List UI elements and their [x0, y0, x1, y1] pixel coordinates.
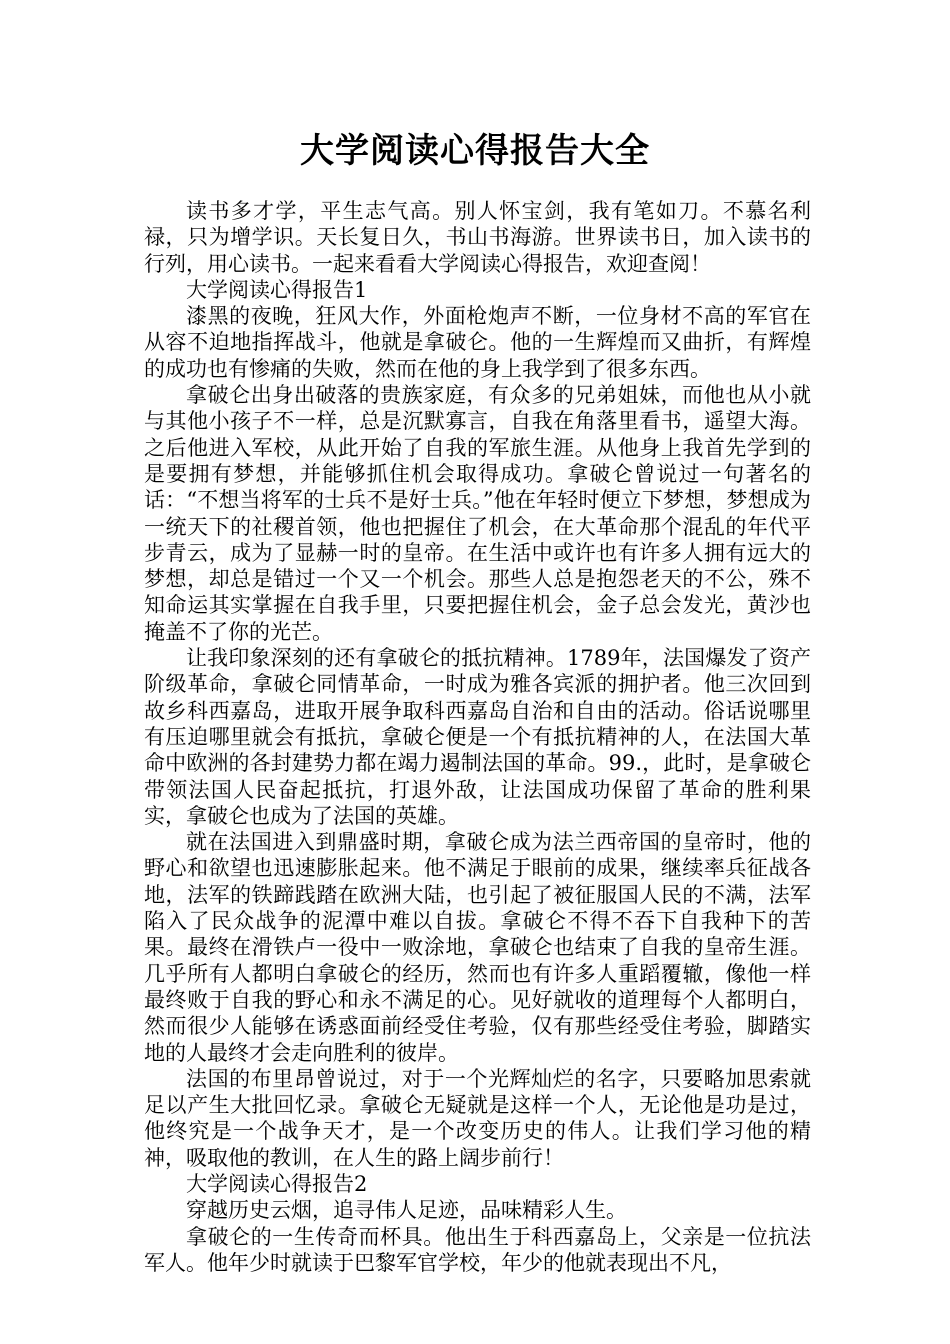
section-heading-report-2: 大学阅读心得报告2: [186, 1171, 368, 1196]
document-title: 大学阅读心得报告大全: [300, 131, 650, 171]
paragraph: 漆黑的夜晚，狂风大作，外面枪炮声不断，一位身材不高的军官在从容不迫地指挥战斗，他就是拿破仑。他的一生辉煌而又曲折，有辉煌的成功也有惨痛的失败，然而在他的身上我学到了很多东西。: [144, 304, 811, 381]
paragraph: 穿越历史云烟，追寻伟人足迹，品味精彩人生。: [186, 1198, 627, 1223]
paragraph-intro: 读书多才学，平生志气高。别人怀宝剑，我有笔如刀。不慕名利禄，只为增学识。天长复日久，书山书海游。世界读书日，加入读书的行列，用心读书。一起来看看大学阅读心得报告，欢迎查阅！: [144, 199, 811, 276]
paragraph: 拿破仑的一生传奇而杯具。他出生于科西嘉岛上，父亲是一位抗法军人。他年少时就读于巴黎军官学校，年少的他就表现出不凡，: [144, 1224, 811, 1275]
paragraph: 就在法国进入到鼎盛时期，拿破仑成为法兰西帝国的皇帝时，他的野心和欲望也迅速膨胀起来。他不满足于眼前的成果，继续率兵征战各地，法军的铁蹄践踏在欧洲大陆，也引起了被征服国人民的不满，法军陷入了民众战争的泥潭中难以自拔。拿破仑不得不吞下自我种下的苦果。最终在滑铁卢一役中一败涂地，拿破仑也结束了自我的皇帝生涯。几乎所有人都明白拿破仑的经历，然而也有许多人重蹈覆辙，像他一样最终败于自我的野心和永不满足的心。见好就收的道理每个人都明白，然而很少人能够在诱惑面前经受住考验，仅有那些经受住考验，脚踏实地的人最终才会走向胜利的彼岸。: [144, 830, 811, 1065]
section-heading-report-1: 大学阅读心得报告1: [186, 277, 368, 302]
document-body: [144, 198, 811, 1276]
paragraph: 让我印象深刻的还有拿破仑的抵抗精神。1789年，法国爆发了资产阶级革命，拿破仑同情革命，一时成为雅各宾派的拥护者。他三次回到故乡科西嘉岛，进取开展争取科西嘉岛自治和自由的活动。俗话说哪里有压迫哪里就会有抵抗，拿破仑便是一个有抵抗精神的人，在法国大革命中欧洲的各封建势力都在竭力遏制法国的革命。99.，此时，是拿破仑带领法国人民奋起抵抗，打退外敌，让法国成功保留了革命的胜利果实，拿破仑也成为了法国的英雄。: [144, 646, 811, 828]
paragraph: 拿破仑出身出破落的贵族家庭，有众多的兄弟姐妹，而他也从小就与其他小孩子不一样，总是沉默寡言，自我在角落里看书，遥望大海。之后他进入军校，从此开始了自我的军旅生涯。从他身上我首先学到的是要拥有梦想，并能够抓住机会取得成功。拿破仑曾说过一句著名的话：“不想当将军的士兵不是好士兵。”他在年轻时便立下梦想，梦想成为一统天下的社稷首领，他也把握住了机会，在大革命那个混乱的年代平步青云，成为了显赫一时的皇帝。在生活中或许也有许多人拥有远大的梦想，却总是错过一个又一个机会。那些人总是抱怨老天的不公，殊不知命运其实掌握在自我手里，只要把握住机会，金子总会发光，黄沙也掩盖不了你的光芒。: [144, 383, 811, 644]
paragraph: 法国的布里昂曾说过，对于一个光辉灿烂的名字，只要略加思索就足以产生大批回忆录。拿破仑无疑就是这样一个人，无论他是功是过，他终究是一个战争天才，是一个改变历史的伟人。让我们学习他的精神，吸取他的教训，在人生的路上阔步前行！: [144, 1066, 811, 1170]
